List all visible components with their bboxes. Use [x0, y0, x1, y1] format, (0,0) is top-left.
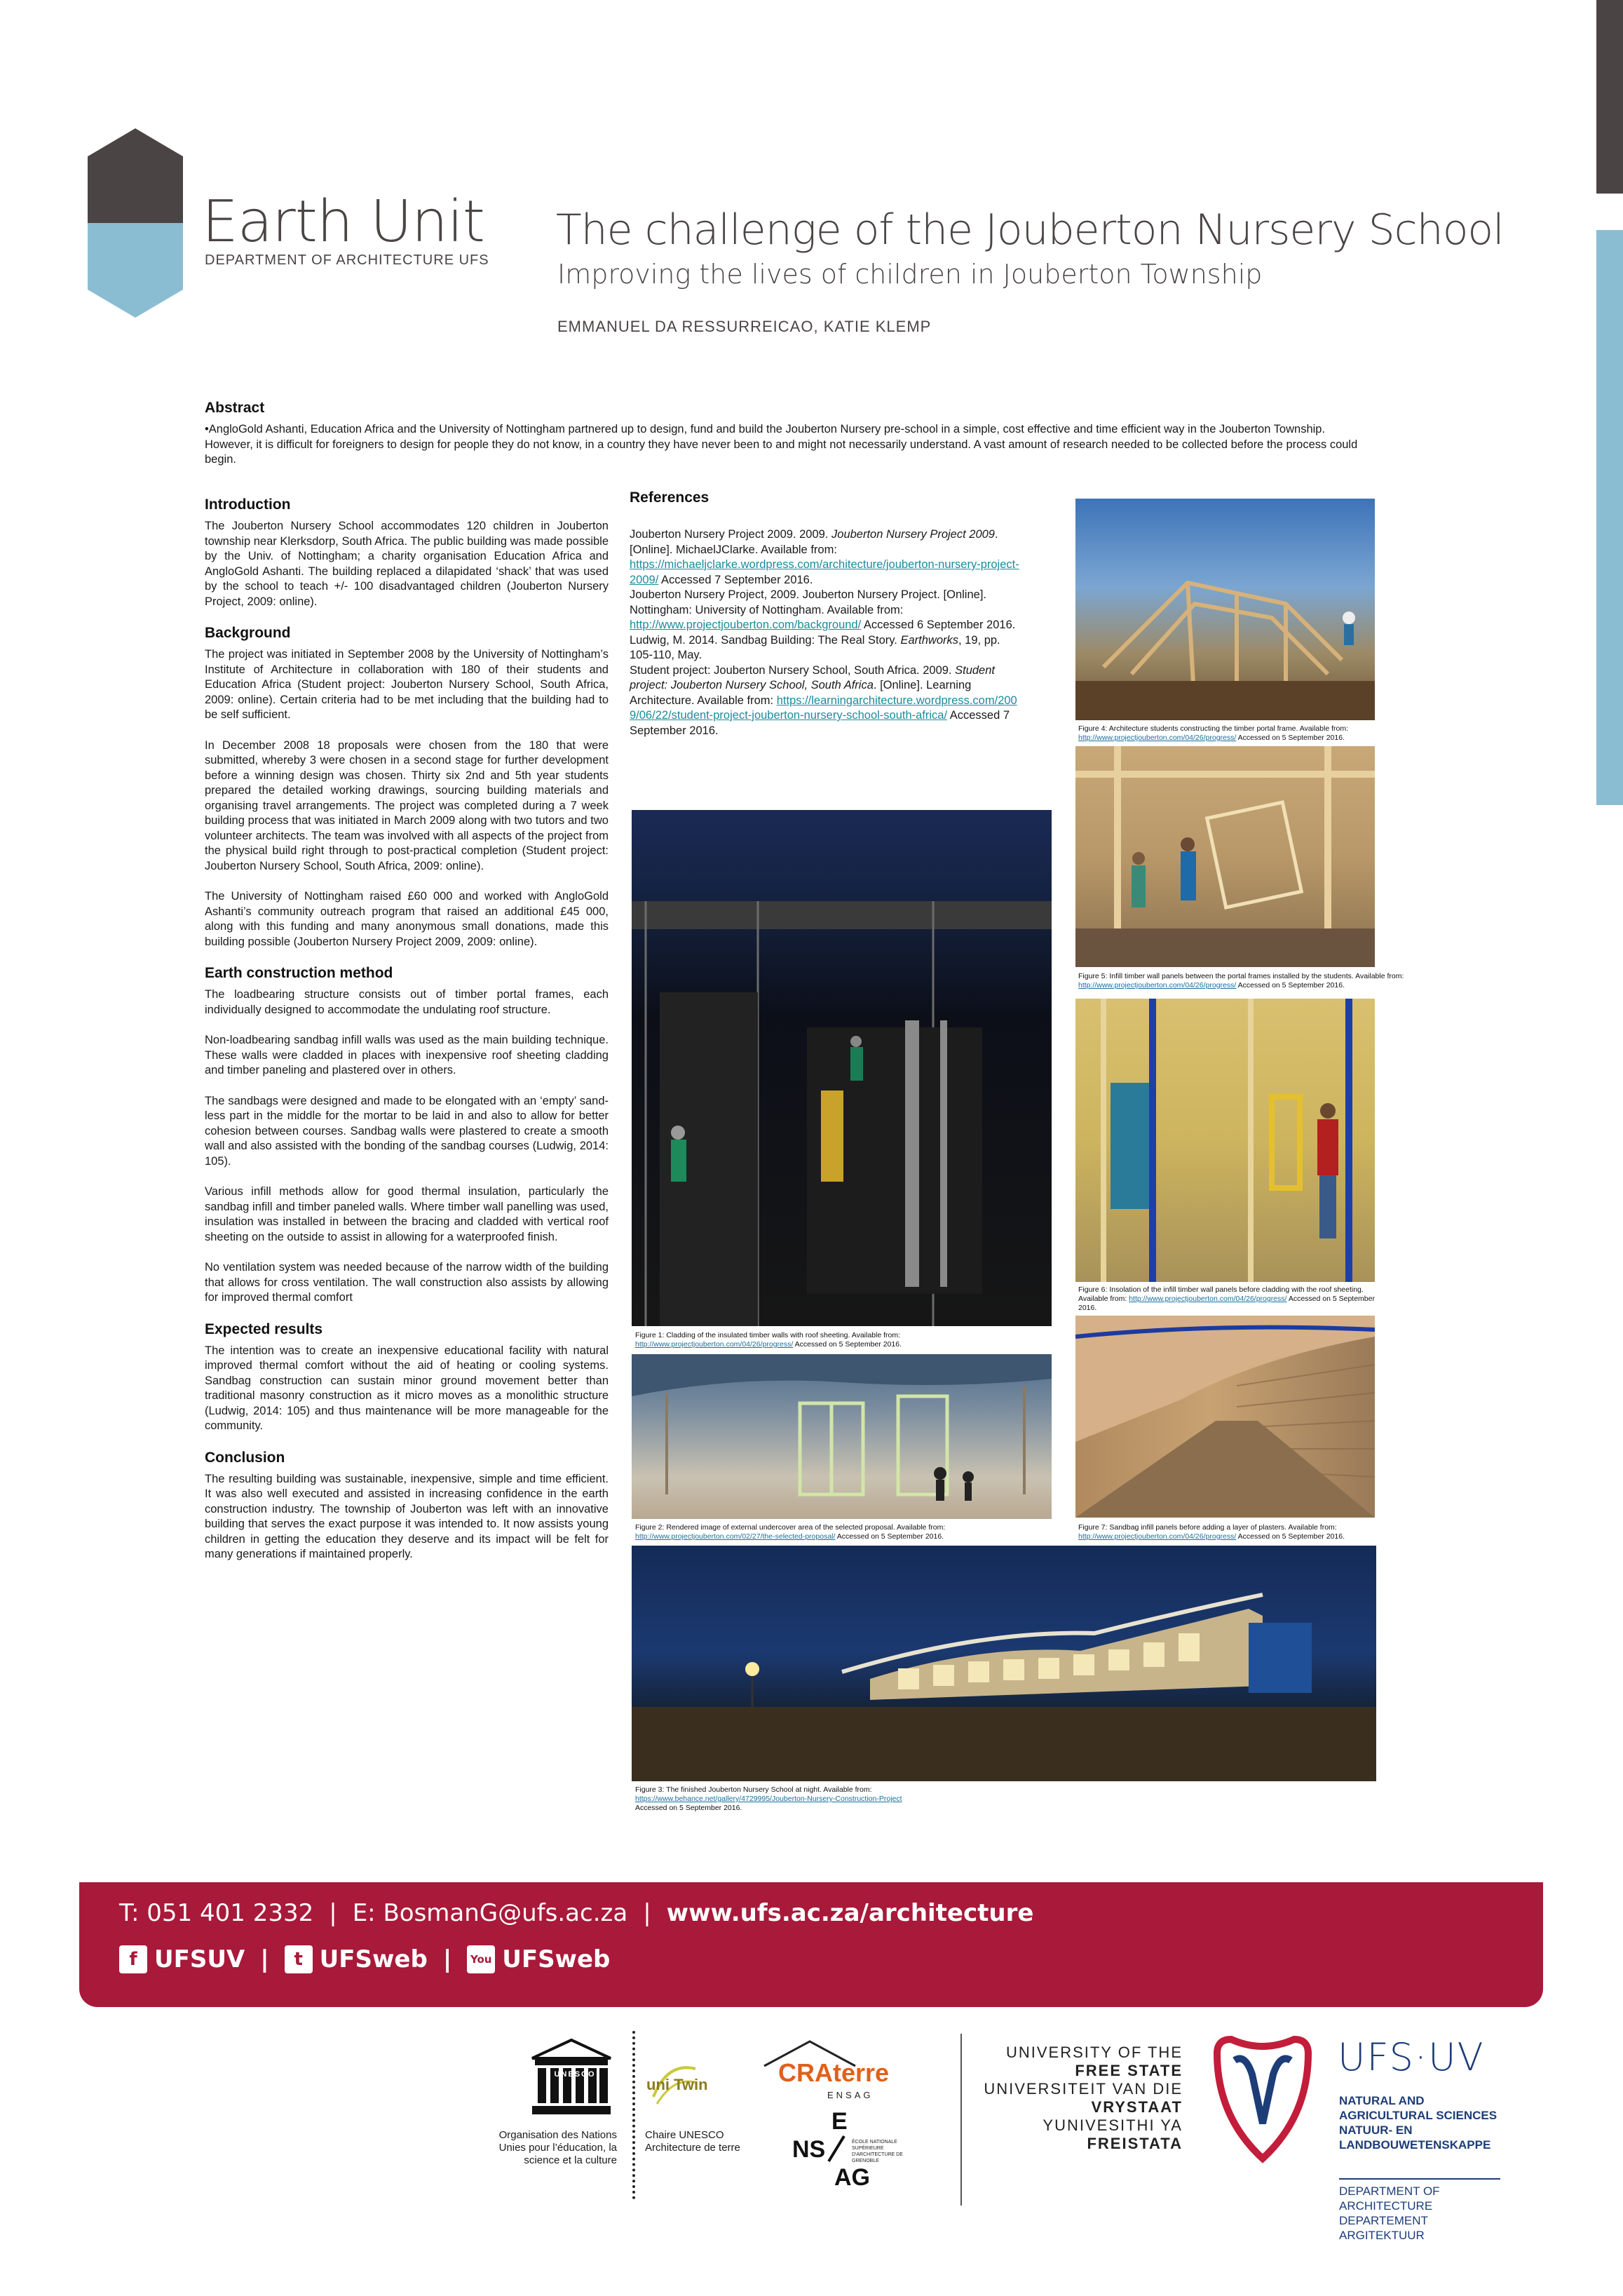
expected-results-heading: Expected results	[205, 1321, 323, 1337]
background-heading: Background	[205, 625, 291, 641]
figure-7-photo	[1075, 1316, 1375, 1518]
footer-divider: |	[260, 1945, 269, 1973]
figure-1-photo	[632, 810, 1052, 1326]
craterre-sub: ENSAG	[827, 2090, 874, 2100]
ufs-department	[1339, 2178, 1500, 2243]
figure-4-link[interactable]: http://www.projectjouberton.com/04/26/progress/	[1078, 734, 1237, 742]
conclusion-text: The resulting building was sustainable, inexpensive, simple and time efficient. It was also well executed and assisted in increasing confidence in the earth construction industry. The township of Jouberton was left with an innovative building that serves the exact purpose it was intended to. It now assists young children in getting the education they deserve and its impact will be felt for many generations if maintained properly.	[205, 1472, 609, 1560]
footer-web-link[interactable]: www.ufs.ac.za/architecture	[666, 1899, 1034, 1927]
reference-4	[630, 663, 1022, 739]
ufs-faculty	[1339, 2093, 1497, 2152]
reference-1	[630, 527, 1022, 588]
expected-results-text: The intention was to create an inexpensive educational facility with natural improved thermal comfort without the aid of heating or cooling systems. Sandbag construction can sustain minor ground movement better than traditional masonry construction as it micro moves as a monolithic structure (Ludwig, 2014: 105) and thus maintenance will be more manageable for the community.	[205, 1344, 609, 1432]
poster-title: The challenge of the Jouberton Nursery School	[556, 205, 1504, 255]
footer-email[interactable]: E: BosmanG@ufs.ac.za	[352, 1899, 628, 1927]
figure-1-link[interactable]: http://www.projectjouberton.com/04/26/progress/	[635, 1340, 794, 1349]
caption-text: Figure 3: The finished Jouberton Nursery School at night. Available from:	[635, 1785, 872, 1794]
ufs-line	[978, 2098, 1183, 2116]
caption-accessed: Accessed on 5 September 2016.	[1236, 981, 1345, 990]
ensag-ns: NS	[792, 2136, 826, 2163]
ensag-slash-icon	[826, 2135, 847, 2163]
footer-divider: |	[442, 1945, 452, 1973]
social-facebook-label[interactable]: UFSUV	[154, 1945, 245, 1973]
figure-6-caption	[1078, 1285, 1387, 1313]
caption-text: Figure 1: Cladding of the insulated timber walls with roof sheeting. Available from:	[635, 1331, 901, 1339]
faculty-line: AGRICULTURAL SCIENCES	[1339, 2109, 1498, 2122]
caption-text: Figure 2: Rendered image of external undercover area of the selected proposal. Available from:	[635, 1523, 946, 1532]
figure-3-caption	[635, 1785, 1028, 1813]
ref-text: Ludwig, M. 2014. Sandbag Building: The Real Story.	[630, 633, 901, 647]
logo-subtitle: DEPARTMENT OF ARCHITECTURE UFS	[205, 252, 489, 268]
figure-3-link[interactable]: https://www.behance.net/gallery/4729995/Jouberton-Nursery-Construction-Project	[635, 1795, 902, 1803]
caption-text: Figure 6: Insolation of the infill timber wall panels before cladding with the roof sheeting. Available from:	[1078, 1285, 1364, 1303]
youtube-icon[interactable]: You	[467, 1945, 495, 1973]
figure-6-link[interactable]: http://www.projectjouberton.com/04/26/progress/	[1129, 1295, 1287, 1303]
ensag-small-text: ÉCOLE NATIONALE SUPÉRIEURE D'ARCHITECTURE DE GRENOBLE	[852, 2140, 903, 2163]
department-line: DEPARTEMENT ARGITEKTUUR	[1339, 2214, 1428, 2242]
caption-accessed: Accessed on 5 September 2016.	[635, 1804, 742, 1812]
edge-accent-blue	[1596, 230, 1623, 805]
figure-2-link[interactable]: http://www.projectjouberton.com/02/27/the-selected-proposal/	[635, 1532, 836, 1541]
social-twitter-label[interactable]: UFSweb	[319, 1945, 428, 1973]
references-heading: References	[630, 489, 709, 506]
ufs-line-bold: FREE STATE	[1075, 2062, 1183, 2079]
reference-3	[630, 633, 1022, 663]
logo-divider	[960, 2034, 962, 2206]
logo-title: Earth Unit	[202, 189, 484, 255]
logo-dotted-divider	[632, 2031, 635, 2199]
ufs-line: YUNIVESITHI YA	[1043, 2116, 1183, 2134]
figure-7-caption	[1078, 1523, 1387, 1541]
abstract-section	[205, 400, 1374, 468]
figure-6-photo	[1075, 999, 1375, 1282]
authors: EMMANUEL DA RESSURREICAO, KATIE KLEMP	[557, 318, 932, 335]
reference-link-2[interactable]: http://www.projectjouberton.com/background/	[630, 619, 862, 631]
ref-title: Earthworks	[900, 633, 958, 647]
caption-accessed: Accessed on 5 September 2016.	[1236, 734, 1345, 742]
introduction-text: The Jouberton Nursery School accommodates 120 children in Jouberton township near Klerksdorp, South Africa. The public building was made possible by the Univ. of Nottingham; a charity organisation Education Africa and AngloGold Ashanti. The building replaced a dilapidated ‘shack’ that was used by the school to teach +/- 100 disadvantaged children (Jouberton Nursery Project, 2009: online).	[205, 520, 609, 608]
figure-5-photo	[1075, 746, 1375, 967]
figure-7-link[interactable]: http://www.projectjouberton.com/04/26/progress/	[1078, 1532, 1237, 1541]
ref-text: Accessed 7 September 2016.	[658, 573, 813, 586]
craterre-word: CRAterre	[778, 2058, 890, 2087]
ref-text: Jouberton Nursery Project 2009. 2009.	[630, 528, 832, 541]
references-section	[630, 489, 1022, 738]
faculty-line: NATURAL AND	[1339, 2094, 1425, 2107]
abstract-text: •AngloGold Ashanti, Education Africa and the University of Nottingham partnered up to design, fund and build the Jouberton Nursery pre-school in a simple, cost effective and time efficient way in the Jouberton Township. However, it is difficult for foreigners to design for people they do not know, in a country they have never been to and might not necessarily understand. A vast amount of research needed to be collected before the process could begin.	[205, 423, 1358, 466]
ufsuv-wordmark: UFS·UV	[1338, 2035, 1485, 2079]
figure-3-photo	[632, 1546, 1376, 1781]
background-text-2: In December 2008 18 proposals were chosen from the 180 that were submitted, whereby 3 were chosen in a second stage for further development before a winning design was chosen. Thirty six 2nd and 5th year students prepared the detailed working drawings, sourcing building materials and organising travel arrangements. The project was completed during a 7 week building process that was initiated in March 2009 along with two tutors and two volunteer architects. The team was involved with all aspects of the project from the physical build right through to post-practical completion (Student project: Jouberton Nursery School, South Africa, 2009: online).	[205, 738, 609, 872]
unesco-text: Organisation des Nations Unies pour l’éducation, la science et la culture	[498, 2129, 617, 2166]
ufs-line-bold: VRYSTAAT	[1091, 2098, 1183, 2116]
figure-1-caption	[635, 1331, 972, 1349]
ref-text: Jouberton Nursery Project, 2009. Jouberton Nursery Project. [Online]. Nottingham: University of Nottingham. Available from:	[630, 588, 986, 616]
reference-link-4[interactable]: https://learningarchitecture.wordpress.com/2009/06/22/student-project-jouberton-nursery-school-south-africa/	[630, 694, 1017, 722]
background-text-3: The University of Nottingham raised £60 000 and worked with AngloGold Ashanti’s community outreach program that raised an additional £45 000, along with this funding and many anonymous small donations, made this building possible (Jouberton Nursery Project 2009, 2009: online).	[205, 890, 609, 948]
footer-divider: |	[643, 1899, 651, 1927]
facebook-icon[interactable]: f	[119, 1945, 147, 1973]
department-line: DEPARTMENT OF ARCHITECTURE	[1339, 2184, 1440, 2213]
ref-title: Student project: Jouberton Nursery School, South Africa	[630, 663, 995, 691]
footer-divider: |	[329, 1899, 337, 1927]
reference-link-1[interactable]: https://michaeljclarke.wordpress.com/architecture/jouberton-nursery-project-2009/	[630, 558, 1019, 586]
twitter-icon[interactable]: t	[285, 1945, 313, 1973]
ufs-line: UNIVERSITEIT VAN DIE	[984, 2080, 1183, 2098]
unitwin-text: Chaire UNESCO Architecture de terre	[645, 2129, 740, 2154]
conclusion-heading: Conclusion	[205, 1449, 285, 1466]
figure-5-caption	[1078, 972, 1404, 990]
figure-2-photo	[632, 1354, 1052, 1519]
earth-unit-hexagon-logo	[88, 128, 183, 318]
unesco-word: UNESCO	[554, 2070, 596, 2079]
ufs-line-bold: FREISTATA	[1087, 2135, 1183, 2152]
ref-text: Accessed 6 September 2016.	[861, 619, 1016, 631]
reference-2	[630, 588, 1022, 633]
earth-text-3: The sandbags were designed and made to be elongated with an ‘empty’ sand-less part in the middle for the mortar to be laid in and also to allow for better cohesion between courses. Sandbag walls were plastered to create a smooth wall and also assisted with the bonding of the sandbag courses (Ludwig, 2014: 105).	[205, 1094, 609, 1168]
ref-text: . [Online]. Learning Architecture. Available from:	[630, 679, 972, 707]
figure-4-photo	[1075, 499, 1375, 720]
earth-construction-heading: Earth construction method	[205, 965, 393, 981]
figure-2-caption	[635, 1523, 1028, 1541]
ensag-ag: AG	[834, 2164, 870, 2191]
caption-accessed: Accessed on 5 September 2016.	[793, 1340, 902, 1349]
ensag-e: E	[831, 2108, 848, 2135]
earth-text-5: No ventilation system was needed because of the narrow width of the building that allows for cross ventilation. The wall construction also assists by allowing for improved thermal comfort	[205, 1261, 609, 1304]
ufs-university-name	[978, 2044, 1183, 2153]
earth-text-1: The loadbearing structure consists out of timber portal frames, each individually designed to accommodate the undulating roof structure.	[205, 988, 609, 1016]
caption-text: Figure 5: Infill timber wall panels between the portal frames installed by the students. Available from:	[1078, 972, 1404, 980]
footer-phone: T: 051 401 2332	[119, 1899, 314, 1927]
edge-accent-dark	[1596, 0, 1623, 194]
caption-text: Figure 4: Architecture students constructing the timber portal frame. Available from:	[1078, 724, 1348, 733]
ufs-line	[978, 2062, 1183, 2080]
footer-social	[119, 1945, 610, 1973]
earth-text-2: Non-loadbearing sandbag infill walls was used as the main building technique. These walls were cladded in places with inexpensive roof sheeting cladding and timber paneling and plastered over in others.	[205, 1034, 609, 1076]
abstract-heading: Abstract	[205, 400, 265, 416]
left-text-column	[205, 495, 609, 1578]
poster-subtitle: Improving the lives of children in Jouberton Township	[557, 259, 1263, 290]
figure-5-link[interactable]: http://www.projectjouberton.com/04/26/progress/	[1078, 981, 1237, 990]
unitwin-word: uni Twin	[646, 2076, 708, 2093]
ref-text: Accessed 7 September 2016.	[630, 709, 1010, 737]
ref-title: Jouberton Nursery Project 2009	[831, 528, 995, 541]
caption-accessed: Accessed on 5 September 2016.	[1078, 1295, 1375, 1312]
ufs-shield-logo	[1203, 2032, 1322, 2166]
caption-accessed: Accessed on 5 September 2016.	[835, 1532, 944, 1541]
caption-text: Figure 7: Sandbag infill panels before adding a layer of plasters. Available from:	[1078, 1523, 1337, 1532]
earth-text-4: Various infill methods allow for good thermal insulation, particularly the sandbag infill and timber paneled walls. Where timber wall panelling was used, insulation was installed in between the bracing and cladded with vertical roof sheeting on the outside to assist in allowing for a waterproofed finish.	[205, 1185, 609, 1243]
faculty-line: NATUUR- EN	[1339, 2123, 1413, 2137]
ref-text: , 19, pp. 105-110, May.	[630, 633, 1000, 661]
ref-text: . [Online]. MichaelJClarke. Available from:	[630, 528, 998, 556]
ufs-line: UNIVERSITY OF THE	[1005, 2044, 1183, 2061]
figure-4-caption	[1078, 724, 1380, 743]
background-text-1: The project was initiated in September 2008 by the University of Nottingham’s Institute of Architecture in collaboration with 180 of their students and Education Africa (Student project: Jouberton Nursery School, South Africa, 2009: online). Certain criteria had to be met including that the building had to be self sufficient.	[205, 648, 609, 721]
faculty-line: LANDBOUWETENSKAPPE	[1339, 2138, 1491, 2152]
ufs-line	[978, 2135, 1183, 2153]
social-youtube-label[interactable]: UFSweb	[502, 1945, 611, 1973]
caption-accessed: Accessed on 5 September 2016.	[1236, 1532, 1345, 1541]
footer-contact	[119, 1899, 1033, 1927]
ref-text: Student project: Jouberton Nursery School, South Africa. 2009.	[630, 663, 956, 677]
introduction-heading: Introduction	[205, 497, 291, 513]
